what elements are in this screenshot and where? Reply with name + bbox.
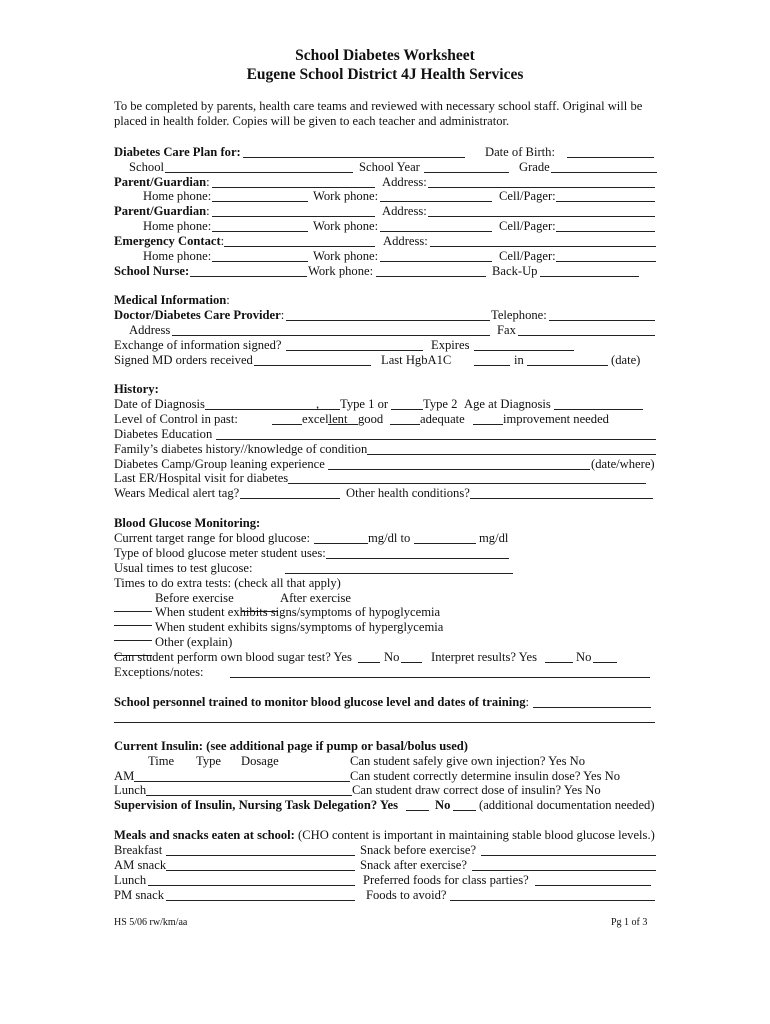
hgba1c-label: Last HgbA1C (381, 353, 452, 367)
exchange-label: Exchange of information signed? (114, 338, 282, 352)
comma-text: , (316, 397, 320, 411)
other-conditions-field[interactable] (470, 498, 653, 499)
own-test-yes-field[interactable] (358, 662, 380, 663)
parent-guardian-2-field[interactable] (212, 216, 375, 217)
parent-guardian-1-label: Parent/Guardian: (114, 175, 210, 189)
emergency-cell-label: Cell/Pager: (499, 249, 556, 263)
breakfast-label: Breakfast (114, 843, 163, 857)
extra-tests-label: Times to do extra tests: (check all that apply) (114, 576, 341, 590)
insulin-type-header: Type (196, 754, 221, 768)
own-test-label: Can student perform own blood sugar test? Yes (114, 650, 352, 664)
parent-guardian-1-address-field[interactable] (428, 187, 655, 188)
parent-2-cell-label: Cell/Pager: (499, 219, 556, 233)
other-conditions-label: Other health conditions? (346, 486, 470, 500)
provider-field[interactable] (286, 320, 490, 321)
foods-to-avoid-field[interactable] (450, 900, 655, 901)
meter-type-field[interactable] (326, 558, 509, 559)
excellent-check[interactable] (272, 424, 302, 425)
last-er-label: Last ER/Hospital visit for diabetes (114, 471, 289, 485)
glucose-heading: Blood Glucose Monitoring: (114, 516, 261, 530)
target-high-field[interactable] (414, 543, 476, 544)
type2-label: Type 2 (423, 397, 458, 411)
back-up-field[interactable] (540, 276, 639, 277)
telephone-field[interactable] (549, 320, 655, 321)
signed-md-field[interactable] (254, 365, 371, 366)
grade-field[interactable] (551, 172, 657, 173)
page-number: Pg 1 of 3 (611, 917, 648, 928)
parent-guardian-2-address-label: Address: (382, 204, 427, 218)
insulin-lunch-label: Lunch (114, 783, 147, 797)
family-history-field[interactable] (367, 454, 656, 455)
school-nurse-work-phone-field[interactable] (376, 276, 486, 277)
insulin-lunch-field[interactable] (146, 795, 352, 796)
preferred-foods-field[interactable] (535, 885, 651, 886)
insulin-heading: Current Insulin: (see additional page if pump or basal/bolus used) (114, 739, 468, 753)
fax-field[interactable] (518, 335, 655, 336)
parent-guardian-2-label: Parent/Guardian: (114, 204, 210, 218)
parent-guardian-1-field[interactable] (212, 187, 375, 188)
provider-address-field[interactable] (172, 335, 490, 336)
after-exercise-label: After exercise (280, 591, 351, 605)
snack-before-field[interactable] (481, 855, 656, 856)
parent-2-work-phone-label: Work phone: (313, 219, 379, 233)
interpret-no-field[interactable] (593, 662, 617, 663)
last-er-field[interactable] (288, 483, 646, 484)
mgdl-to-label: mg/dl to (368, 531, 411, 545)
supervision-no-label: No (435, 798, 451, 812)
supervision-label: Supervision of Insulin, Nursing Task Delegation? Yes (114, 798, 399, 812)
lunch-label: Lunch (114, 873, 147, 887)
emergency-work-phone-field[interactable] (380, 261, 492, 262)
breakfast-field[interactable] (166, 855, 355, 856)
foods-to-avoid-label: Foods to avoid? (366, 888, 447, 902)
emergency-contact-field[interactable] (224, 246, 375, 247)
parent-1-cell-label: Cell/Pager: (499, 189, 556, 203)
usual-times-label: Usual times to test glucose: (114, 561, 253, 575)
date-of-birth-label: Date of Birth: (485, 145, 555, 159)
interpret-no-label: No (576, 650, 592, 664)
trained-personnel-label: School personnel trained to monitor blood glucose level and dates of training: (114, 695, 530, 709)
expires-field[interactable] (474, 350, 574, 351)
school-year-label: School Year (359, 160, 420, 174)
provider-label: Doctor/Diabetes Care Provider: (114, 308, 285, 322)
other-explain-label: Other (explain) (155, 635, 233, 649)
adequate-check[interactable] (390, 424, 420, 425)
emergency-address-field[interactable] (430, 246, 656, 247)
telephone-label: Telephone: (491, 308, 547, 322)
emergency-address-label: Address: (383, 234, 428, 248)
target-low-field[interactable] (314, 543, 368, 544)
school-nurse-label: School Nurse: (114, 264, 190, 278)
expires-label: Expires (431, 338, 470, 352)
type2-check[interactable] (391, 409, 423, 410)
parent-2-home-phone-label: Home phone: (143, 219, 212, 233)
parent-1-work-phone-field[interactable] (380, 201, 492, 202)
hgba1c-field[interactable] (474, 365, 510, 366)
education-label: Diabetes Education (114, 427, 213, 441)
insulin-am-label: AM (114, 769, 135, 783)
snack-after-label: Snack after exercise? (360, 858, 467, 872)
hypo-label: When student exhibits signs/symptoms of hypoglycemia (155, 605, 441, 619)
family-history-label: Family’s diabetes history//knowledge of condition (114, 442, 368, 456)
form-code: HS 5/06 rw/km/aa (114, 917, 188, 928)
pm-snack-field[interactable] (166, 900, 355, 901)
additional-doc-label: (additional documentation needed) (479, 798, 655, 812)
target-range-label: Current target range for blood glucose: (114, 531, 310, 545)
pm-snack-label: PM snack (114, 888, 165, 902)
provider-address-label: Address (129, 323, 171, 337)
usual-times-field[interactable] (285, 573, 513, 574)
meals-heading: Meals and snacks eaten at school: (CHO content is important in maintaining stable blood glucose levels.) (114, 828, 655, 842)
age-at-diagnosis-field[interactable] (554, 409, 643, 410)
emergency-home-phone-field[interactable] (212, 261, 308, 262)
type1-label: Type 1 or (340, 397, 389, 411)
emergency-home-phone-label: Home phone: (143, 249, 212, 263)
hyper-label: When student exhibits signs/symptoms of hyperglycemia (155, 620, 444, 634)
interpret-label: Interpret results? Yes (431, 650, 537, 664)
grade-label: Grade (519, 160, 550, 174)
meter-type-label: Type of blood glucose meter student uses: (114, 546, 326, 560)
parent-1-home-phone-field[interactable] (212, 201, 308, 202)
care-plan-for-field[interactable] (243, 157, 465, 158)
parent-2-work-phone-field[interactable] (380, 231, 492, 232)
date-of-diagnosis-field[interactable] (205, 409, 315, 410)
own-test-no-field[interactable] (401, 662, 422, 663)
school-nurse-work-phone-label: Work phone: (308, 264, 374, 278)
insulin-am-field[interactable] (134, 781, 350, 782)
emergency-work-phone-label: Work phone: (313, 249, 379, 263)
draw-dose-label: Can student draw correct dose of insulin? Yes No (352, 783, 601, 797)
good-check[interactable] (328, 424, 358, 425)
excellent-label: excellent (302, 412, 348, 426)
parent-2-home-phone-field[interactable] (212, 231, 308, 232)
am-snack-label: AM snack (114, 858, 167, 872)
mgdl-label: mg/dl (479, 531, 509, 545)
fax-label: Fax (497, 323, 516, 337)
school-nurse-field[interactable] (190, 276, 307, 277)
hgba1c-date-label: (date) (611, 353, 641, 367)
education-field[interactable] (216, 439, 656, 440)
alert-tag-field[interactable] (240, 498, 340, 499)
improvement-label: improvement needed (503, 412, 609, 426)
adequate-label: adequate (420, 412, 465, 426)
parent-1-work-phone-label: Work phone: (313, 189, 379, 203)
insulin-dosage-header: Dosage (241, 754, 279, 768)
camp-label: Diabetes Camp/Group leaning experience (114, 457, 325, 471)
history-heading: History: (114, 382, 159, 396)
parent-2-cell-field[interactable] (556, 231, 655, 232)
camp-date-where-label: (date/where) (591, 457, 655, 471)
correct-dose-label: Can student correctly determine insulin dose? Yes No (350, 769, 621, 783)
preferred-foods-label: Preferred foods for class parties? (363, 873, 529, 887)
insulin-time-header: Time (148, 754, 175, 768)
lunch-field[interactable] (148, 885, 355, 886)
medical-heading: Medical Information: (114, 293, 230, 307)
alert-tag-label: Wears Medical alert tag? (114, 486, 240, 500)
school-field[interactable] (165, 172, 353, 173)
am-snack-field[interactable] (166, 870, 355, 871)
trained-personnel-field[interactable] (533, 707, 651, 708)
intro-text: To be completed by parents, health care teams and reviewed with necessary school staff. Original will be placed in health folder. Copies will be given to each teacher and administrator. (114, 99, 643, 128)
interpret-yes-field[interactable] (545, 662, 573, 663)
school-year-field[interactable] (424, 172, 509, 173)
before-exercise-check[interactable] (114, 611, 152, 612)
hyper-check[interactable] (114, 640, 152, 641)
school-label: School (129, 160, 164, 174)
exceptions-label: Exceptions/notes: (114, 665, 204, 679)
own-test-no-label: No (384, 650, 400, 664)
hgba1c-date-field[interactable] (527, 365, 608, 366)
snack-after-field[interactable] (472, 870, 656, 871)
emergency-contact-label: Emergency Contact: (114, 234, 225, 248)
type1-check[interactable] (314, 409, 340, 410)
exceptions-field[interactable] (230, 677, 650, 678)
date-of-birth-field[interactable] (567, 157, 654, 158)
age-at-diagnosis-label: Age at Diagnosis (464, 397, 551, 411)
snack-before-label: Snack before exercise? (360, 843, 477, 857)
date-of-diagnosis-label: Date of Diagnosis (114, 397, 205, 411)
level-of-control-label: Level of Control in past: (114, 412, 238, 426)
hypo-check[interactable] (114, 625, 152, 626)
supervision-yes-field[interactable] (406, 810, 429, 811)
page-subtitle: Eugene School District 4J Health Services (246, 66, 524, 83)
parent-1-home-phone-label: Home phone: (143, 189, 212, 203)
back-up-label: Back-Up (492, 264, 538, 278)
parent-guardian-2-address-field[interactable] (428, 216, 655, 217)
good-label: good (358, 412, 384, 426)
improvement-check[interactable] (473, 424, 503, 425)
emergency-cell-field[interactable] (556, 261, 656, 262)
exchange-field[interactable] (286, 350, 423, 351)
before-exercise-label: Before exercise (155, 591, 234, 605)
supervision-no-field[interactable] (453, 810, 476, 811)
signed-md-label: Signed MD orders received (114, 353, 253, 367)
trained-personnel-field-2[interactable] (114, 722, 655, 723)
hgba1c-in-label: in (514, 353, 524, 367)
camp-field[interactable] (328, 469, 590, 470)
parent-1-cell-field[interactable] (556, 201, 655, 202)
parent-guardian-1-address-label: Address: (382, 175, 427, 189)
care-plan-for-label: Diabetes Care Plan for: (114, 145, 241, 159)
page-title: School Diabetes Worksheet (295, 47, 475, 64)
own-injection-label: Can student safely give own injection? Yes No (350, 754, 586, 768)
